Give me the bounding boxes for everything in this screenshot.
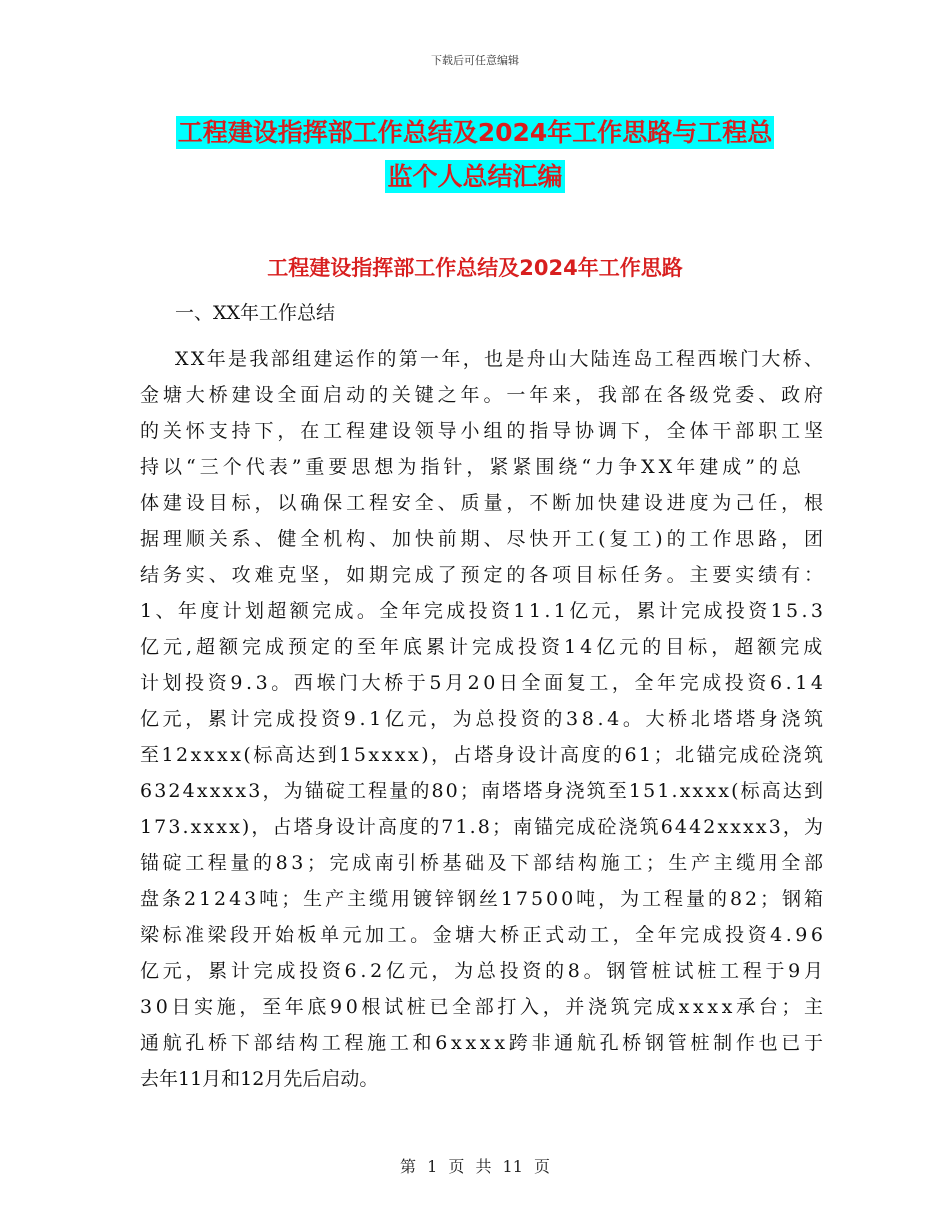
body-heading: 一、XX年工作总结 xyxy=(175,302,336,324)
paragraph-line: 梁标准梁段开始板单元加工。金塘大桥正式动工，全年完成投资4.96 xyxy=(140,924,827,946)
paragraph-line: 30日实施，至年底90根试桩已全部打入，并浇筑完成xxxx承台；主 xyxy=(140,996,827,1018)
paragraph-line: 的关怀支持下，在工程建设领导小组的指导协调下，全体干部职工坚 xyxy=(140,420,827,442)
paragraph-line: 1、年度计划超额完成。全年完成投资11.1亿元，累计完成投资15.3 xyxy=(140,600,827,622)
paragraph-line: 通航孔桥下部结构工程施工和6xxxx跨非通航孔桥钢管桩制作也已于 xyxy=(140,1032,827,1054)
paragraph-line: 亿元，累计完成投资6.2亿元，为总投资的8。钢管桩试桩工程于9月 xyxy=(140,960,827,982)
title-highlight-1: 工程建设指挥部工作总结及2024年工作思路与工程总 xyxy=(177,118,773,147)
paragraph-line: 亿元，累计完成投资9.1亿元，为总投资的38.4。大桥北塔塔身浇筑 xyxy=(140,708,827,730)
paragraph-line: 去年11月和12月先后启动。 xyxy=(140,1068,379,1090)
paragraph-line: 至12xxxx(标高达到15xxxx)，占塔身设计高度的61；北锚完成砼浇筑 xyxy=(140,744,826,766)
paragraph-line: 体建设目标，以确保工程安全、质量，不断加快建设进度为己任，根 xyxy=(140,492,827,514)
paragraph-line: 亿元,超额完成预定的至年底累计完成投资14亿元的目标，超额完成 xyxy=(140,636,827,658)
paragraph-line: 锚碇工程量的83；完成南引桥基础及下部结构施工；生产主缆用全部 xyxy=(140,852,827,874)
document-title-line-2 xyxy=(0,157,950,193)
paragraph-line: 持以“三个代表”重要思想为指针，紧紧围绕“力争XX年建成”的总 xyxy=(140,456,805,478)
paragraph-line: 结务实、攻难克坚，如期完成了预定的各项目标任务。主要实绩有： xyxy=(140,564,827,586)
paragraph-line: XX年是我部组建运作的第一年，也是舟山大陆连岛工程西堠门大桥、 xyxy=(175,348,826,370)
document-title-line-1 xyxy=(0,113,950,149)
title-highlight-2: 监个人总结汇编 xyxy=(387,162,563,191)
paragraph-line: 据理顺关系、健全机构、加快前期、尽快开工(复工)的工作思路，团 xyxy=(140,528,827,550)
paragraph-line: 计划投资9.3。西堠门大桥于5月20日全面复工，全年完成投资6.14 xyxy=(140,672,827,694)
section-title: 工程建设指挥部工作总结及2024年工作思路 xyxy=(267,256,683,280)
page-header-note: 下载后可任意编辑 xyxy=(431,54,519,67)
paragraph-line: 173.xxxx)，占塔身设计高度的71.8；南锚完成砼浇筑6442xxxx3，为 xyxy=(140,816,826,838)
paragraph-line: 金塘大桥建设全面启动的关键之年。一年来，我部在各级党委、政府 xyxy=(140,384,827,406)
paragraph-line: 6324xxxx3，为锚碇工程量的80；南塔塔身浇筑至151.xxxx(标高达到 xyxy=(140,780,826,802)
page-number-footer: 第 1 页 共 11 页 xyxy=(400,1157,550,1176)
paragraph-line: 盘条21243吨；生产主缆用镀锌钢丝17500吨，为工程量的82；钢箱 xyxy=(140,888,826,910)
